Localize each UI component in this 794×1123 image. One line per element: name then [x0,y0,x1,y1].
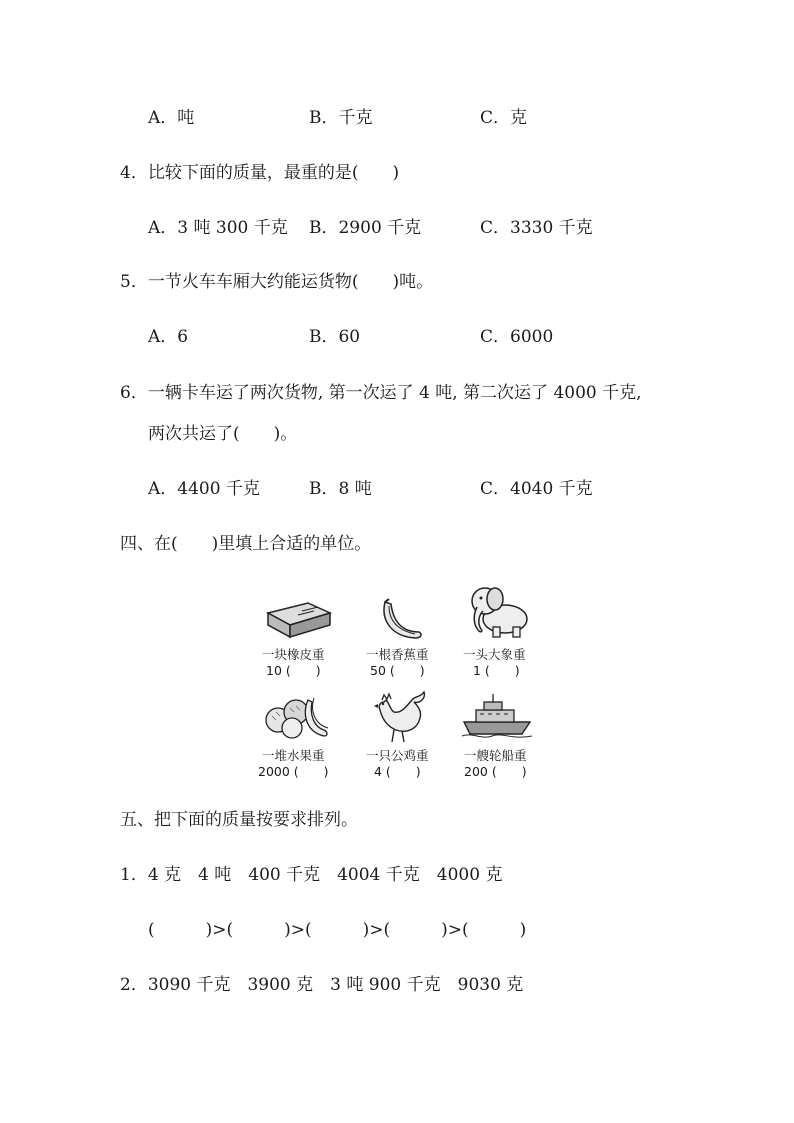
item-fruit-value: 2000 ( ) [258,764,329,779]
elephant-icon [463,581,531,641]
ship-icon [462,692,532,742]
item-rooster-value: 4 ( ) [374,764,421,779]
item-elephant-value: 1 ( ) [473,663,520,678]
q6-stem-line2: 两次共运了( )。 [148,424,298,444]
item-banana-value: 50 ( ) [370,663,425,678]
q6-option-b: B．8 吨 [309,479,372,499]
item-ship-label: 一艘轮船重 [464,748,527,763]
q3-option-b: B．千克 [309,108,373,128]
rooster-icon [368,688,432,744]
fruit-pile-icon [262,692,330,742]
item-ship-value: 200 ( ) [464,764,527,779]
q5-option-c: C．6000 [480,327,554,347]
item-elephant-label: 一头大象重 [463,647,526,662]
section4-title: 四、在( )里填上合适的单位。 [120,534,372,554]
q6-option-a: A．4400 千克 [148,479,260,499]
q3-option-a: A．吨 [148,108,195,128]
q4-option-a: A．3 吨 300 千克 [148,218,288,238]
q6-option-c: C．4040 千克 [480,479,593,499]
q6-stem-line1: 6．一辆卡车运了两次货物, 第一次运了 4 吨, 第二次运了 4000 千克, [120,383,642,403]
eraser-icon [262,597,334,643]
q4-option-c: C．3330 千克 [480,218,593,238]
q3-option-c: C．克 [480,108,528,128]
item-fruit-label: 一堆水果重 [262,748,325,763]
section5-q1-answer-blanks[interactable]: ( )>( )>( )>( )>( ) [148,920,527,940]
q4-option-b: B．2900 千克 [309,218,422,238]
item-eraser-value: 10 ( ) [266,663,321,678]
q5-option-b: B．60 [309,327,361,347]
banana-icon [375,598,427,642]
section5-q1: 1．4 克 4 吨 400 千克 4004 千克 4000 克 [120,865,503,885]
q5-option-a: A．6 [148,327,189,347]
item-eraser-label: 一块橡皮重 [262,647,325,662]
item-banana-label: 一根香蕉重 [366,647,429,662]
section5-q2: 2．3090 千克 3900 克 3 吨 900 千克 9030 克 [120,975,524,995]
q5-stem: 5．一节火车车厢大约能运货物( )吨。 [120,272,434,292]
q4-stem: 4．比较下面的质量，最重的是( ) [120,163,400,183]
section5-title: 五、把下面的质量按要求排列。 [120,810,358,830]
item-rooster-label: 一只公鸡重 [366,748,429,763]
